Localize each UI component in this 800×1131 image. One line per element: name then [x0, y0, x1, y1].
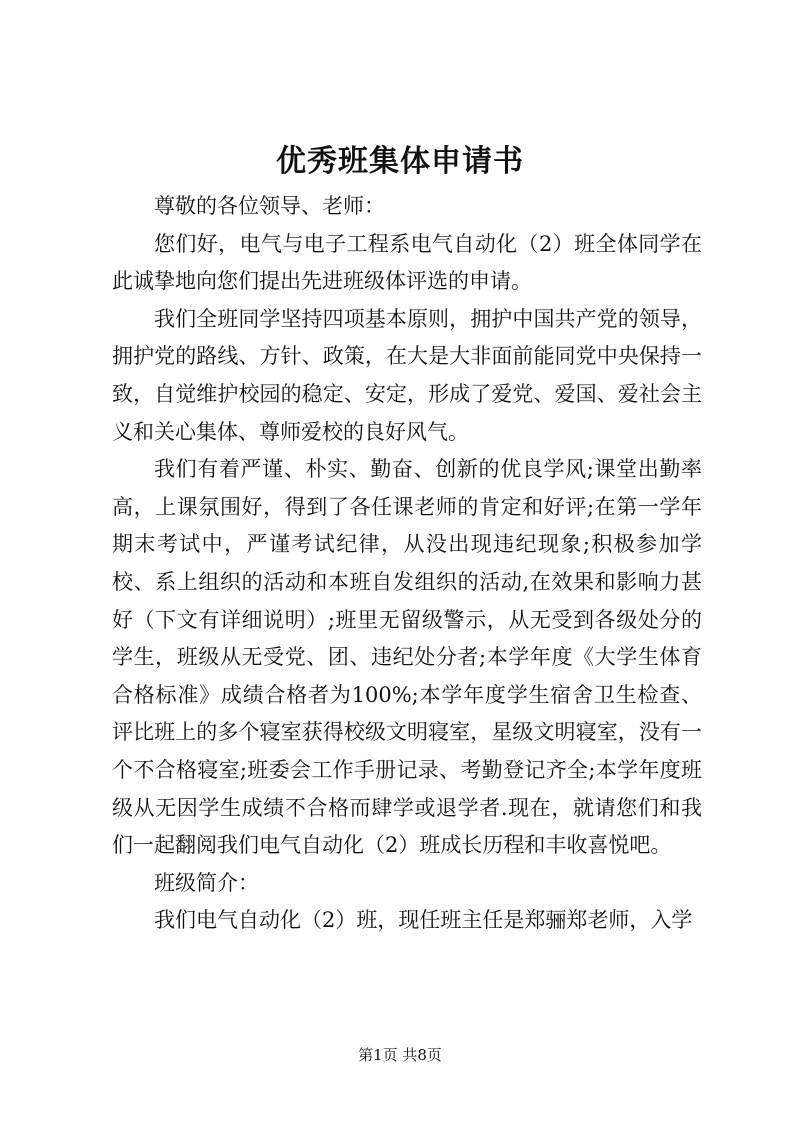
- principles-paragraph: 我们全班同学坚持四项基本原则，拥护中国共产党的领导，拥护党的路线、方针、政策，在大是大非面前能同党中央保持一致，自觉维护校园的稳定、安定，形成了爱党、爱国、爱社会主义和关心集体、尊师爱校的良好风气。: [112, 306, 702, 444]
- salutation: 尊敬的各位领导、老师：: [154, 194, 385, 218]
- document-title: 优秀班集体申请书: [276, 144, 524, 179]
- class-intro-paragraph: 我们电气自动化（2）班，现任班主任是郑骊郑老师，入学: [154, 908, 693, 933]
- page-number-footer: 第1页 共8页: [358, 1046, 442, 1064]
- section-heading-class-intro: 班级简介：: [154, 870, 259, 895]
- greeting-paragraph: 您们好，电气与电子工程系电气自动化（2）班全体同学在此诚挚地向您们提出先进班级体评选的申请。: [112, 231, 702, 294]
- document-body: [112, 188, 702, 940]
- study-style-paragraph: 我们有着严谨、朴实、勤奋、创新的优良学风;课堂出勤率高，上课氛围好，得到了各任课老师的肯定和好评;在第一学年期末考试中，严谨考试纪律，从没出现违纪现象;积极参加学校、系上组织的活动和本班自发组织的活动,在效果和影响力甚好（下文有详细说明）;班里无留级警示，从无受到各级处分的学生，班级从无受党、团、违纪处分者;本学年度《大学生体育合格标准》成绩合格者为100%;本学年度学生宿舍卫生检查、评比班上的多个寝室获得校级文明寝室，星级文明寝室，没有一个不合格寝室;班委会工作手册记录、考勤登记齐全;本学年度班级从无因学生成绩不合格而肆学或退学者.现在，就请您们和我们一起翻阅我们电气自动化（2）班成长历程和丰收喜悦吧。: [112, 457, 702, 858]
